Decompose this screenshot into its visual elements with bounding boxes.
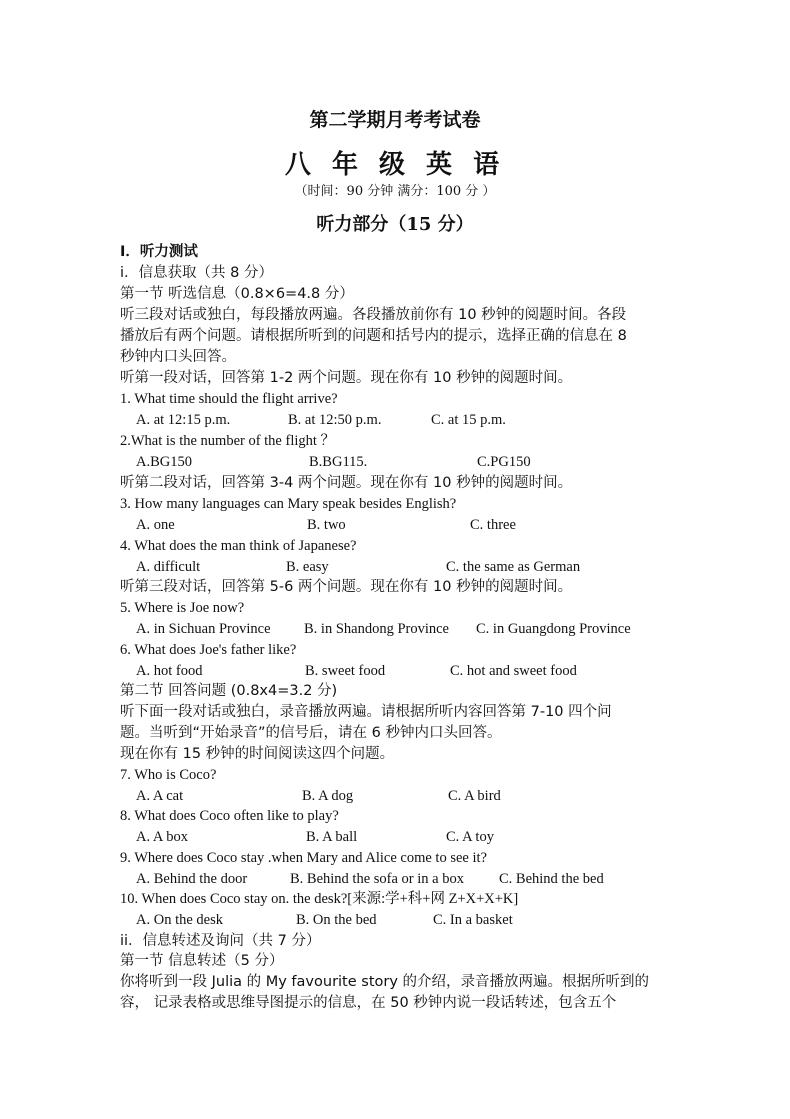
dialogue-instruction: 听第二段对话，回答第 3-4 两个问题。现在你有 10 秒钟的阅题时间。 bbox=[120, 475, 573, 491]
option-c: C. in Guangdong Province bbox=[476, 621, 631, 637]
option-b: B. easy bbox=[286, 559, 329, 575]
question-4: 4. What does the man think of Japanese? bbox=[120, 538, 357, 554]
question-10: 10. When does Coco stay on. the desk?[来源:学+科+网 Z+X+X+K] bbox=[120, 891, 519, 907]
option-b: B. two bbox=[307, 517, 346, 533]
option-c: C. at 15 p.m. bbox=[431, 412, 506, 428]
instruction-text: 听三段对话或独白，每段播放两遍。各段播放前你有 10 秒钟的阅题时间。各段 bbox=[120, 307, 627, 323]
option-a: A. one bbox=[136, 517, 175, 533]
option-b: B. sweet food bbox=[305, 663, 386, 679]
option-b: B. Behind the sofa or in a box bbox=[290, 871, 464, 887]
option-c: C. In a basket bbox=[433, 912, 513, 928]
option-c: C. three bbox=[470, 517, 516, 533]
option-a: A.BG150 bbox=[136, 454, 192, 470]
question-6: 6. What does Joe's father like? bbox=[120, 642, 297, 658]
option-b: B. A ball bbox=[306, 829, 358, 845]
question-1: 1. What time should the flight arrive? bbox=[120, 391, 338, 407]
instruction-text: 你将听到一段 Julia 的 My favourite story 的介绍，录音播放两遍。根据所听到的 bbox=[120, 974, 650, 990]
instruction-text: 题。当听到“开始录音”的信号后，请在 6 秒钟内口头回答。 bbox=[120, 725, 502, 741]
option-a: A. in Sichuan Province bbox=[136, 621, 271, 637]
question-5: 5. Where is Joe now? bbox=[120, 600, 245, 616]
instruction-text: 容， 记录表格或思维导图提示的信息，在 50 秒钟内说一段话转述，包含五个 bbox=[120, 995, 617, 1011]
option-c: C. A bird bbox=[448, 788, 501, 804]
question-8: 8. What does Coco often like to play? bbox=[120, 808, 339, 824]
option-b: B. A dog bbox=[302, 788, 354, 804]
option-c: C. hot and sweet food bbox=[450, 663, 577, 679]
sub-heading: i．信息获取（共 8 分） bbox=[120, 265, 273, 281]
option-b: B. On the bed bbox=[296, 912, 377, 928]
option-b: B.BG115. bbox=[309, 454, 368, 470]
listening-section-title: 听力部分（15 分） bbox=[316, 214, 474, 235]
option-a: A. On the desk bbox=[136, 912, 223, 928]
instruction-text: 播放后有两个问题。请根据所听到的问题和括号内的提示，选择正确的信息在 8 bbox=[120, 328, 627, 344]
sub-heading: ii．信息转述及询问（共 7 分） bbox=[120, 933, 321, 949]
dialogue-instruction: 听第一段对话，回答第 1-2 两个问题。现在你有 10 秒钟的阅题时间。 bbox=[120, 370, 573, 386]
option-b: B. in Shandong Province bbox=[304, 621, 449, 637]
instruction-text: 听下面一段对话或独白，录音播放两遍。请根据所听内容回答第 7-10 四个问 bbox=[120, 704, 612, 720]
question-3: 3. How many languages can Mary speak besides English? bbox=[120, 496, 457, 512]
option-b: B. at 12:50 p.m. bbox=[288, 412, 382, 428]
question-9: 9. Where does Coco stay .when Mary and Alice come to see it? bbox=[120, 850, 487, 866]
option-a: A. A box bbox=[136, 829, 188, 845]
question-7: 7. Who is Coco? bbox=[120, 767, 217, 783]
option-c: C. Behind the bed bbox=[499, 871, 604, 887]
part-heading: I．听力测试 bbox=[120, 244, 198, 260]
option-a: A. hot food bbox=[136, 663, 203, 679]
question-2: 2.What is the number of the flight ？ bbox=[120, 433, 336, 449]
dialogue-instruction: 听第三段对话，回答第 5-6 两个问题。现在你有 10 秒钟的阅题时间。 bbox=[120, 579, 573, 595]
section-heading: 第二节 回答问题 (0.8x4=3.2 分) bbox=[120, 683, 338, 699]
section-heading: 第一节 信息转述（5 分） bbox=[120, 953, 284, 969]
option-c: C. A toy bbox=[446, 829, 494, 845]
subject-title: 八 年 级 英 语 bbox=[284, 150, 506, 180]
instruction-text: 秒钟内口头回答。 bbox=[120, 349, 236, 365]
option-a: A. Behind the door bbox=[136, 871, 248, 887]
exam-title: 第二学期月考考试卷 bbox=[309, 109, 481, 131]
instruction-text: 现在你有 15 秒钟的时间阅读这四个问题。 bbox=[120, 746, 395, 762]
time-score-info: （时间：90 分钟 满分：100 分 ） bbox=[294, 184, 496, 199]
option-c: C. the same as German bbox=[446, 559, 581, 575]
option-a: A. A cat bbox=[136, 788, 184, 804]
option-a: A. at 12:15 p.m. bbox=[136, 412, 231, 428]
option-a: A. difficult bbox=[136, 559, 201, 575]
option-c: C.PG150 bbox=[477, 454, 531, 470]
section-heading: 第一节 听选信息（0.8×6=4.8 分） bbox=[120, 286, 354, 302]
